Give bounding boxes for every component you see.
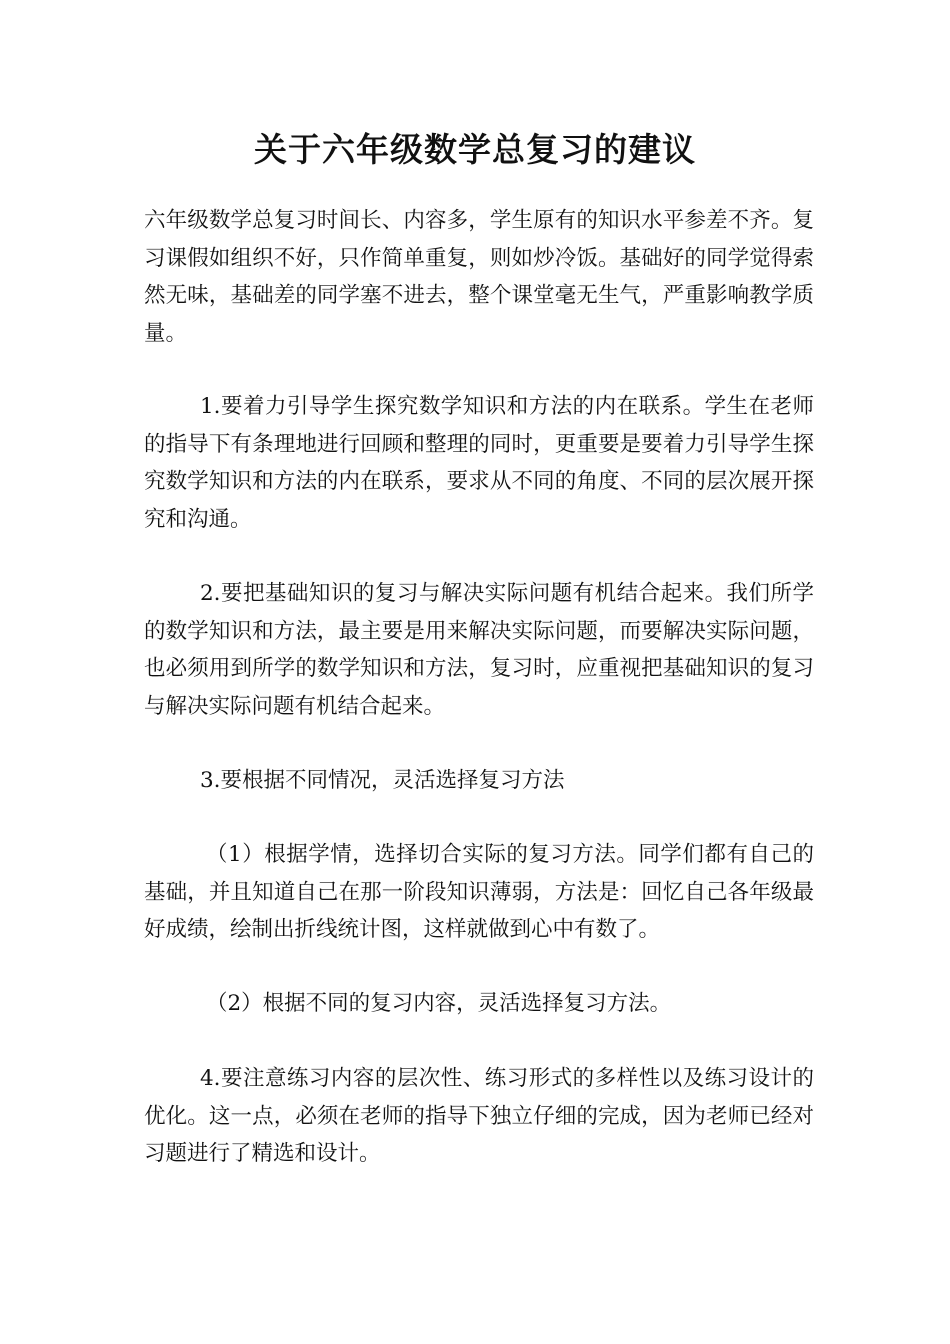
paragraph-point-4: 4.要注意练习内容的层次性、练习形式的多样性以及练习设计的优化。这一点，必须在老师的指导下独立仔细的完成，因为老师已经对习题进行了精选和设计。 <box>144 1066 814 1166</box>
paragraph-intro: 六年级数学总复习时间长、内容多，学生原有的知识水平参差不齐。复习课假如组织不好，只作简单重复，则如炒冷饭。基础好的同学觉得索然无味，基础差的同学塞不进去，整个课堂毫无生气，严重影响教学质量。 <box>144 208 814 346</box>
paragraph-point-3-sub-1: （1）根据学情，选择切合实际的复习方法。同学们都有自己的基础，并且知道自己在那一阶段知识薄弱，方法是：回忆自己各年级最好成绩，绘制出折线统计图，这样就做到心中有数了。 <box>144 842 814 942</box>
document-title: 关于六年级数学总复习的建议 <box>254 130 696 169</box>
paragraph-point-1: 1.要着力引导学生探究数学知识和方法的内在联系。学生在老师的指导下有条理地进行回顾和整理的同时，更重要是要着力引导学生探究数学知识和方法的内在联系，要求从不同的角度、不同的层次展开探究和沟通。 <box>144 394 814 532</box>
paragraph-point-3-sub-2: （2）根据不同的复习内容，灵活选择复习方法。 <box>206 991 672 1016</box>
paragraph-point-2: 2.要把基础知识的复习与解决实际问题有机结合起来。我们所学的数学知识和方法，最主要是用来解决实际问题，而要解决实际问题，也必须用到所学的数学知识和方法，复习时，应重视把基础知识的复习与解决实际问题有机结合起来。 <box>144 581 814 719</box>
paragraph-point-3: 3.要根据不同情况，灵活选择复习方法 <box>200 768 565 793</box>
